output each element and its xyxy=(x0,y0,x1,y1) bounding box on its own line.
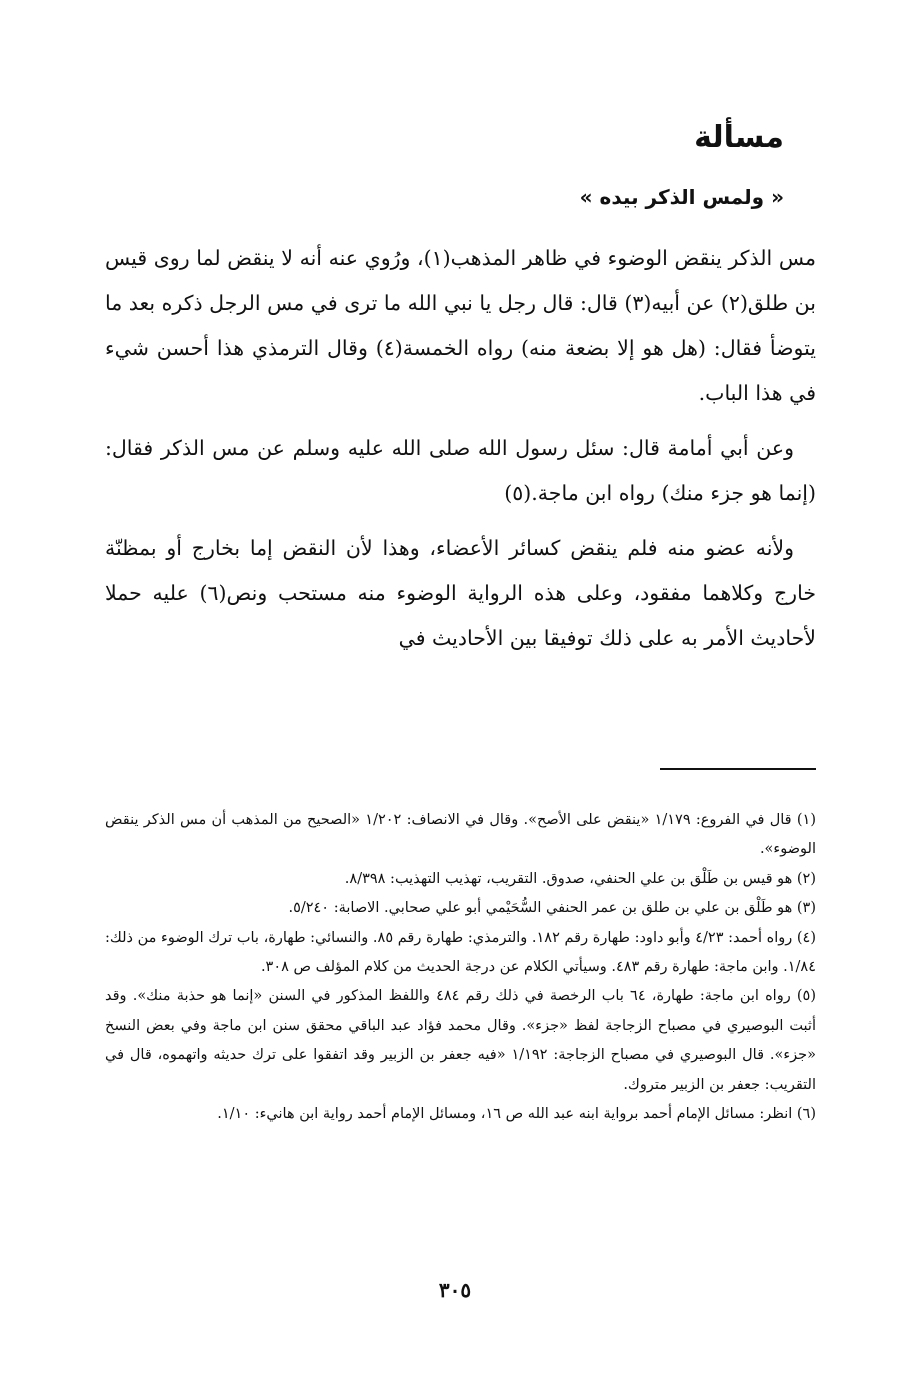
section-heading: مسألة xyxy=(694,120,784,155)
footnote-4: (٤) رواه أحمد: ٤/٢٣ وأبو داود: طهارة رقم ١٨٢. والترمذي: طهارة رقم ٨٥. والنسائي: طهارة، باب ترك الوضوء من ذلك: ١/٨٤. وابن ماجة: طهارة رقم ٤٨٣. وسيأتي الكلام عن درجة الحديث من كلام المؤلف ص ٣٠٨. xyxy=(105,929,817,976)
paragraph-1: مس الذكر ينقض الوضوء في ظاهر المذهب(١)، ورُوي عنه أنه لا ينقض لما روى قيس بن طلق(٢) عن أبيه(٣) قال: قال رجل يا نبي الله ما ترى في مس الرجل ذكره بعد ما يتوضأ فقال: (هل هو إلا بضعة منه) رواه الخمسة(٤) وقال الترمذي هذا أحسن شيء في هذا الباب. xyxy=(105,246,817,405)
paragraph-2: وعن أبي أمامة قال: سئل رسول الله صلى الله عليه وسلم عن مس الذكر فقال: (إنما هو جزء منك) رواه ابن ماجة.(٥) xyxy=(105,436,816,505)
footnote-2: (٢) هو قيس بن طَلْق بن علي الحنفي، صدوق. التقريب، تهذيب التهذيب: ٨/٣٩٨. xyxy=(344,870,816,887)
footnotes xyxy=(105,806,816,1129)
main-text xyxy=(105,236,816,671)
footnote-5: (٥) رواه ابن ماجة: طهارة، ٦٤ باب الرخصة في ذلك رقم ٤٨٤ واللفظ المذكور في السنن «إنما هو حذبة منك». وقد أثبت البوصيري في مصباح الزجاجة لفظ «جزء». وقال محمد فؤاد عبد الباقي محقق سنن ابن ماجة وفي بعض النسخ «جزء». قال البوصيري في مصباح الزجاجة: ١/١٩٢ «فيه جعفر بن الزبير وقد اتفقوا على ترك حديثه واتهموه، قال في التقريب: جعفر بن الزبير متروك. xyxy=(105,988,817,1093)
footnote-3: (٣) هو طَلْق بن علي بن طلق بن عمر الحنفي السُّحَيْمي أبو علي صحابي. الاصابة: ٥/٢٤٠. xyxy=(288,900,816,917)
footnote-6: (٦) انظر: مسائل الإمام أحمد برواية ابنه عبد الله ص ١٦، ومسائل الإمام أحمد رواية ابن هانيء: ١/١٠. xyxy=(217,1106,816,1123)
footnote-1: (١) قال في الفروع: ١/١٧٩ «ينقض على الأصح». وقال في الانصاف: ١/٢٠٢ «الصحيح من المذهب أن مس الذكر ينقض الوضوء». xyxy=(105,812,816,858)
page-number: ٣٠٥ xyxy=(438,1278,472,1302)
section-subheading: « ولمس الذكر بيده » xyxy=(579,185,784,209)
footnote-separator xyxy=(660,768,816,770)
paragraph-3: ولأنه عضو منه فلم ينقض كسائر الأعضاء، وهذا لأن النقض إما بخارج أو بمظنّة خارج وكلاهما مفقود، وعلى هذه الرواية الوضوء منه مستحب ونص(٦) عليه حملا لأحاديث الأمر به على ذلك توفيقا بين الأحاديث في xyxy=(105,536,816,650)
